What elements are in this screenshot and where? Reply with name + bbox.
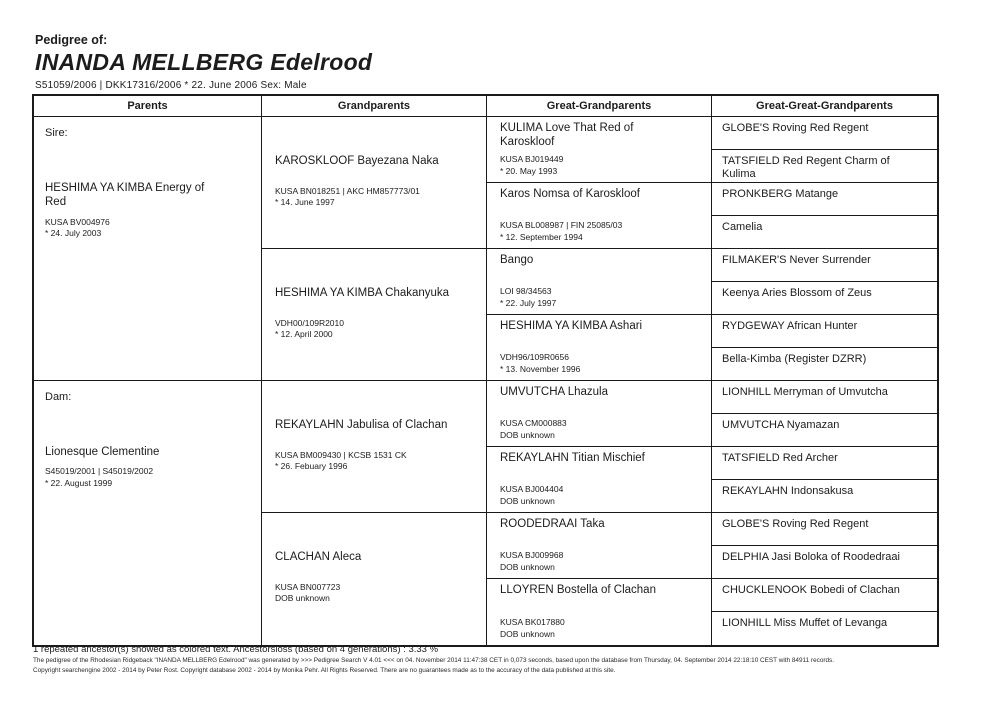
column-header-great-grandparents: Great-Grandparents <box>487 96 712 117</box>
ggg-ancestor-cell: DELPHIA Jasi Boloka of Roodedraai <box>712 546 937 579</box>
registration-subtitle: S51059/2006 | DKK17316/2006 * 22. June 2006 Sex: Male <box>35 80 307 91</box>
page-title: INANDA MELLBERG Edelrood <box>35 49 373 75</box>
ggg-ancestor-cell: GLOBE'S Roving Red Regent <box>712 117 937 150</box>
ggg-ancestor-cell: REKAYLAHN Indonsakusa <box>712 480 937 513</box>
ggg-ancestor-cell: CHUCKLENOOK Bobedi of Clachan <box>712 579 937 612</box>
grandparent-cell <box>262 249 487 381</box>
great-grandparent-name: HESHIMA YA KIMBA Ashari <box>500 320 643 332</box>
great-grandparent-registration: KUSA BL008987 | FIN 25085/03 <box>500 220 623 231</box>
sire-dob: * 24. July 2003 <box>45 228 102 239</box>
great-grandparent-registration: KUSA BK017880 <box>500 617 565 628</box>
grandparent-dob: * 14. June 1997 <box>275 197 335 208</box>
great-grandparent-name: LLOYREN Bostella of Clachan <box>500 584 656 596</box>
great-grandparent-dob: DOB unknown <box>500 495 555 506</box>
column-header-great-great-grandparents: Great-Great-Grandparents <box>712 96 937 117</box>
sire-registration: KUSA BV004976 <box>45 216 110 227</box>
column-header-parents: Parents <box>34 96 262 117</box>
ggg-ancestor-cell: TATSFIELD Red Regent Charm of Kulima <box>712 150 937 183</box>
great-grandparent-cell <box>487 183 712 249</box>
grandparent-cell <box>262 513 487 645</box>
ggg-ancestor-cell: UMVUTCHA Nyamazan <box>712 414 937 447</box>
grandparent-name: KAROSKLOOF Bayezana Naka <box>275 155 439 167</box>
parent-dam-cell <box>34 381 262 645</box>
great-grandparent-registration: KUSA BJ004404 <box>500 484 564 495</box>
great-grandparent-registration: KUSA BJ019449 <box>500 154 564 165</box>
great-grandparent-dob: * 12. September 1994 <box>500 231 583 242</box>
great-grandparent-dob: DOB unknown <box>500 561 555 572</box>
ggg-ancestor-cell: LIONHILL Miss Muffet of Levanga <box>722 617 888 629</box>
great-grandparent-cell <box>487 117 712 183</box>
parent-sire-cell <box>34 117 262 381</box>
great-grandparent-dob: DOB unknown <box>500 429 555 440</box>
dam-dob: * 22. August 1999 <box>45 477 113 488</box>
grandparent-registration: KUSA BN007723 <box>275 581 341 592</box>
ggg-ancestor-cell: RYDGEWAY African Hunter <box>712 315 937 348</box>
great-grandparent-dob: DOB unknown <box>500 628 555 639</box>
document-footer <box>33 644 968 674</box>
ggg-ancestor-cell: GLOBE'S Roving Red Regent <box>712 513 937 546</box>
dam-name: Lionesque Clementine <box>45 446 160 458</box>
document-header <box>35 33 372 91</box>
great-grandparent-dob: * 20. May 1993 <box>500 165 558 176</box>
grandparent-cell <box>262 117 487 249</box>
great-grandparent-name: REKAYLAHN Titian Mischief <box>500 452 645 464</box>
great-grandparent-cell <box>487 315 712 381</box>
great-grandparent-cell <box>487 513 712 579</box>
great-grandparent-name: ROODEDRAAI Taka <box>500 518 605 530</box>
generation-info: The pedigree of the Rhodesian Ridgeback "INANDA MELLBERG Edelrood" was generated by >>> Pedigree Search V 4.01 <<< on 04. November 2014 11:47:38 CET in 0,073 seconds, based upon the database from Thursday, 04. September 2014 22:18:10 CEST with 84911 records. <box>33 657 835 664</box>
pedigree-of-label: Pedigree of: <box>35 33 108 47</box>
ggg-ancestor-cell: Bella-Kimba (Register DZRR) <box>712 348 937 381</box>
grandparent-registration: KUSA BM009430 | KCSB 1531 CK <box>275 449 407 460</box>
great-grandparent-name: Bango <box>500 254 534 266</box>
ggg-ancestor-cell: PRONKBERG Matange <box>712 183 937 216</box>
dam-registration: S45019/2001 | S45019/2002 <box>45 466 154 477</box>
grandparent-name: HESHIMA YA KIMBA Chakanyuka <box>275 287 450 299</box>
grandparent-name: REKAYLAHN Jabulisa of Clachan <box>275 419 448 431</box>
ggg-ancestor-cell: Keenya Aries Blossom of Zeus <box>712 282 937 315</box>
copyright-note: Copyright searchengine 2002 - 2014 by Peter Rost. Copyright database 2002 - 2014 by Monika Pehr. All Rights Reserved. There are no guarantees made as to the accuracy of the data published at this site. <box>33 666 616 674</box>
great-grandparent-registration: VDH96/109R0656 <box>500 352 569 363</box>
pedigree-table <box>32 94 939 647</box>
great-grandparent-cell <box>487 249 712 315</box>
grandparent-dob: * 12. April 2000 <box>275 329 333 340</box>
grandparent-registration: VDH00/109R2010 <box>275 317 344 328</box>
grandparent-cell <box>262 381 487 513</box>
grandparent-dob: DOB unknown <box>275 593 330 604</box>
great-grandparent-dob: * 22. July 1997 <box>500 297 557 308</box>
great-grandparent-registration: LOI 98/34563 <box>500 286 552 297</box>
grandparent-registration: KUSA BN018251 | AKC HM857773/01 <box>275 185 420 196</box>
great-grandparent-name: UMVUTCHA Lhazula <box>500 386 609 398</box>
ancestor-loss-note: 1 repeated ancestor(s) showed as colored text. Ancestorsloss (based on 4 generations) : 3.33 % <box>33 644 439 655</box>
ggg-ancestor-cell: TATSFIELD Red Archer <box>712 447 937 480</box>
grandparent-dob: * 26. Febuary 1996 <box>275 461 348 472</box>
great-grandparent-cell <box>487 579 712 645</box>
column-header-grandparents: Grandparents <box>262 96 487 117</box>
sire-name: HESHIMA YA KIMBA Energy of Red <box>45 182 205 209</box>
ggg-ancestor-cell: LIONHILL Merryman of Umvutcha <box>712 381 937 414</box>
great-grandparent-cell <box>487 381 712 447</box>
sire-role-label: Sire: <box>45 127 68 139</box>
dam-role-label: Dam: <box>45 391 72 403</box>
great-grandparent-name: KULIMA Love That Red of Karoskloof <box>500 122 634 148</box>
great-grandparent-name: Karos Nomsa of Karoskloof <box>500 188 640 200</box>
ggg-ancestor-cell: Camelia <box>712 216 937 249</box>
great-grandparent-dob: * 13. November 1996 <box>500 363 581 374</box>
ggg-ancestor-cell: FILMAKER'S Never Surrender <box>712 249 937 282</box>
great-grandparent-cell <box>487 447 712 513</box>
great-grandparent-registration: KUSA CM000883 <box>500 418 567 429</box>
great-grandparent-registration: KUSA BJ009968 <box>500 550 564 561</box>
grandparent-name: CLACHAN Aleca <box>275 551 362 563</box>
